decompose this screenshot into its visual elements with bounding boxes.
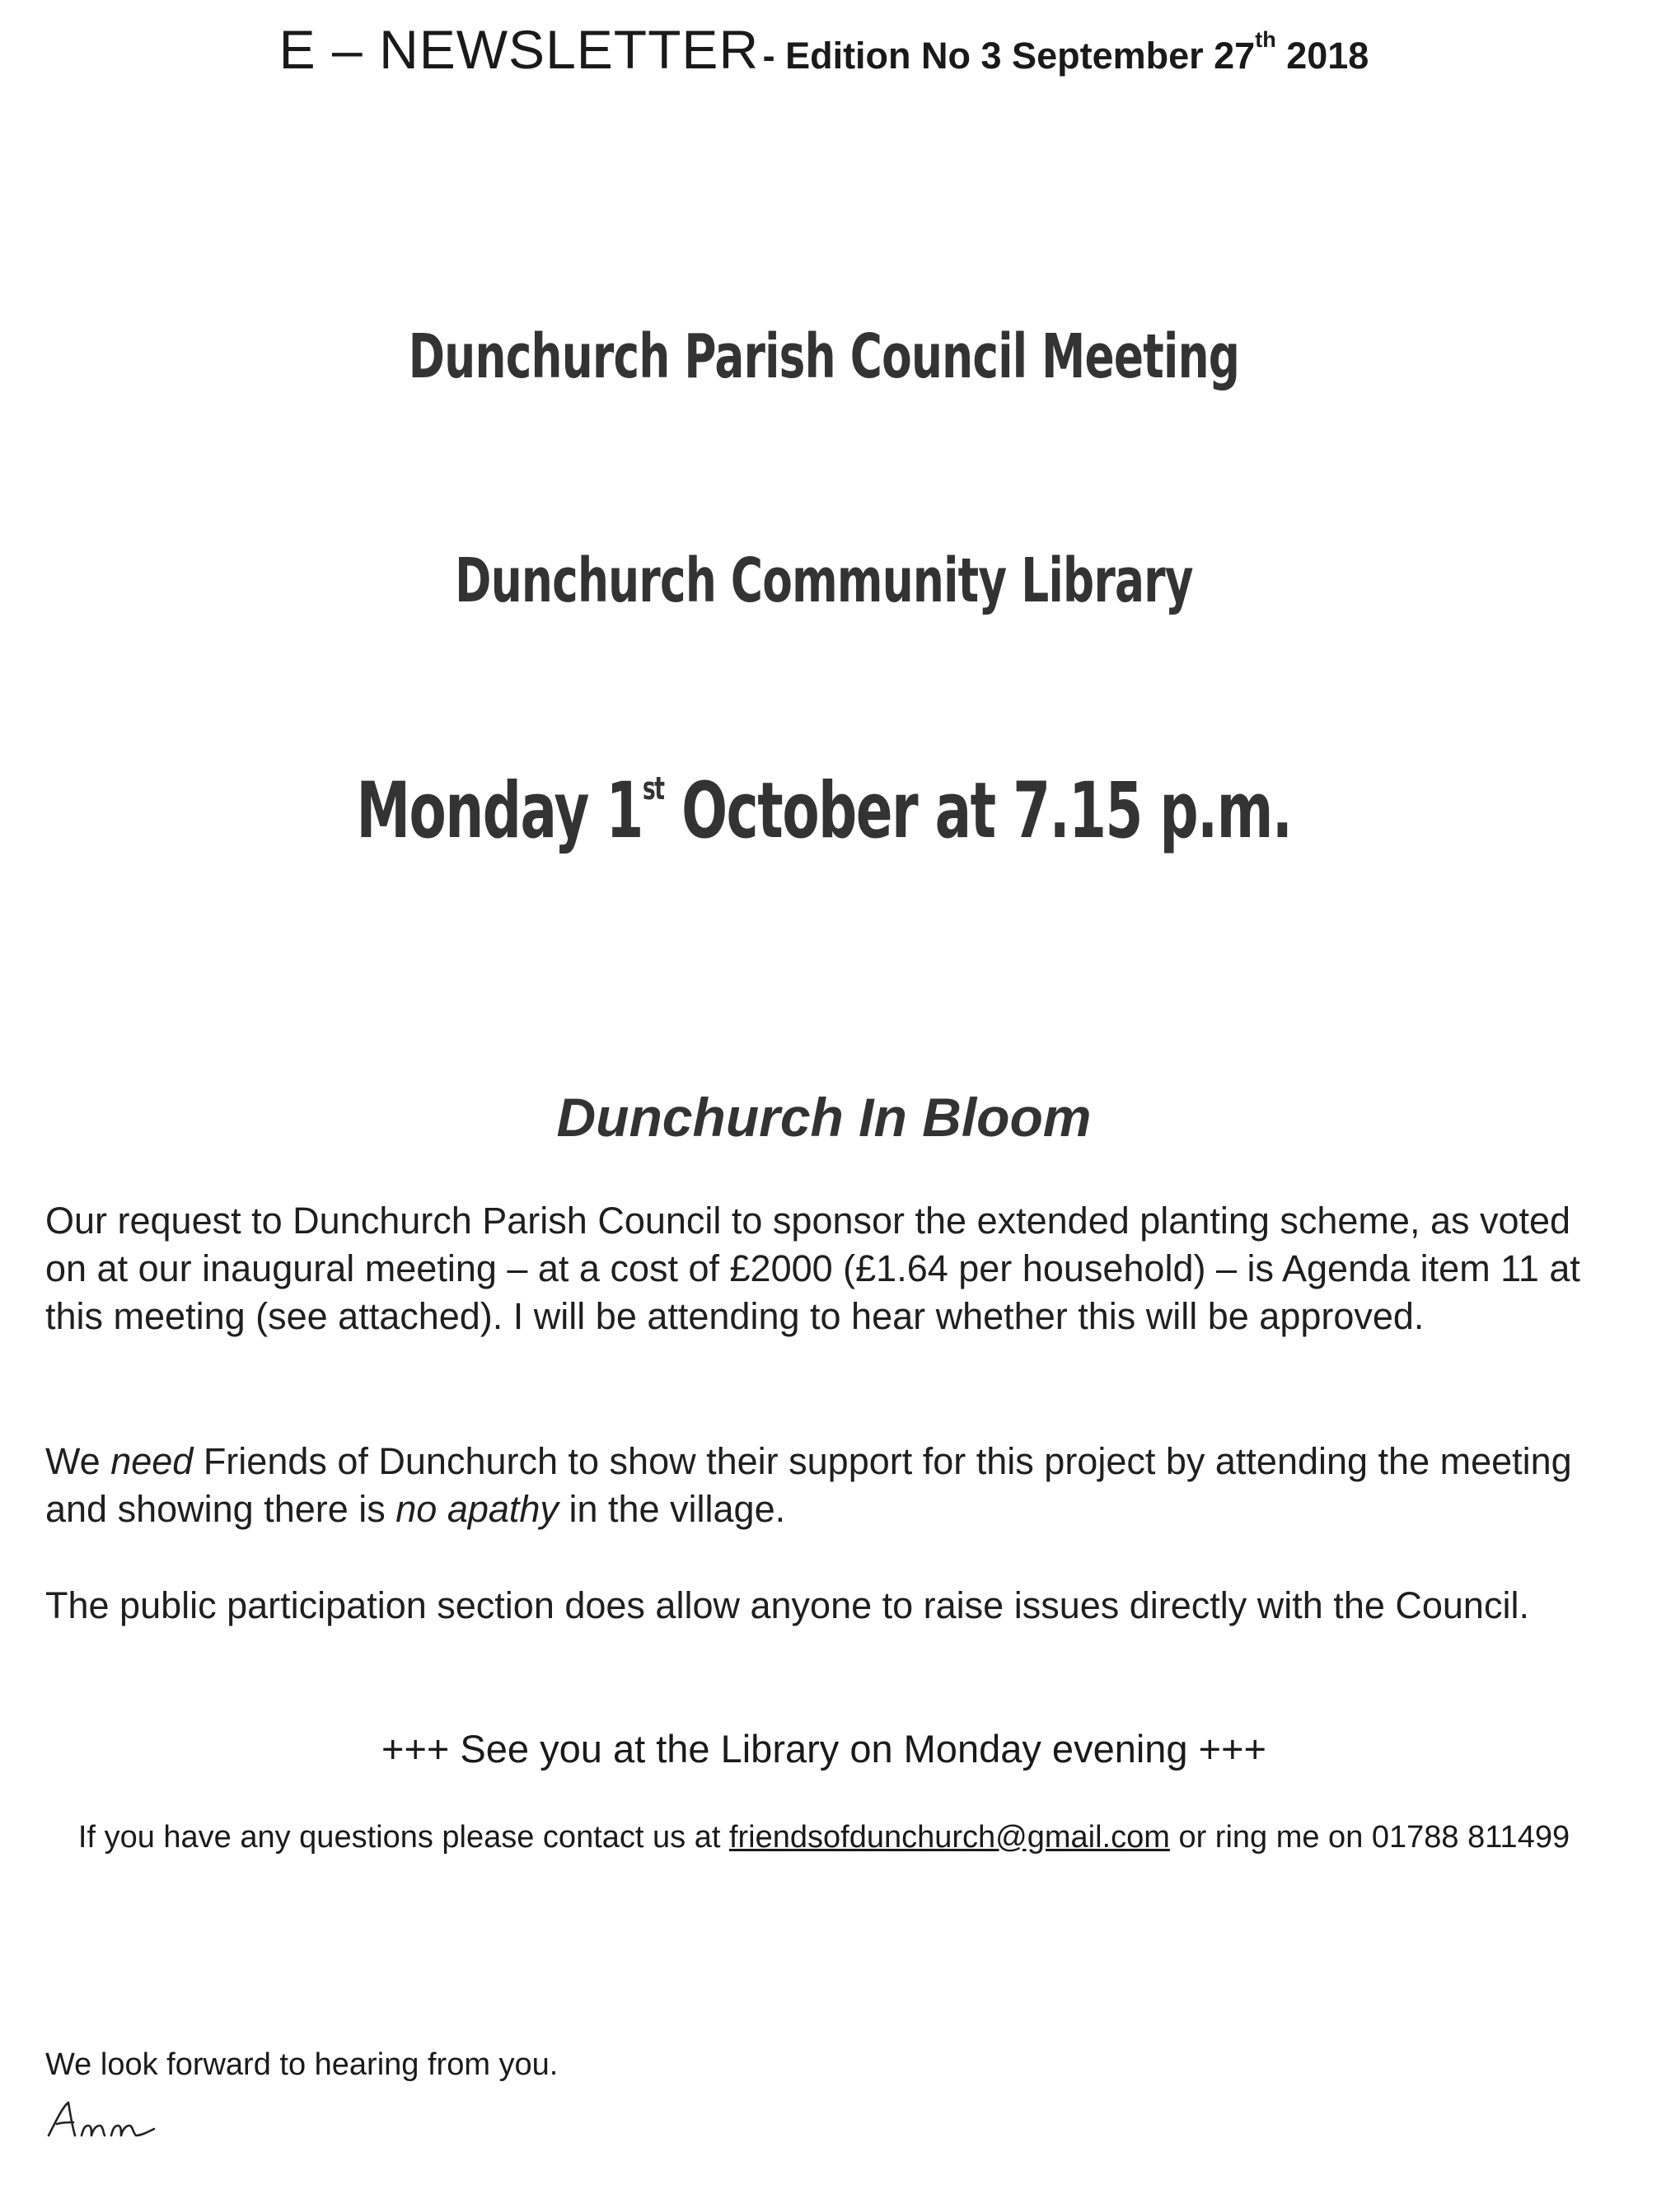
support-text-2: Friends of Dunchurch to show their support for this project by attending the meeting and showing there is <box>45 1440 1572 1530</box>
meeting-date-prefix: Monday 1 <box>356 766 643 856</box>
contact-phone-text: or ring me on 01788 811499 <box>1169 1820 1570 1855</box>
newsletter-title: E – NEWSLETTER <box>278 19 760 80</box>
body-paragraph-participation: The public participation section does allow anyone to raise issues directly with the Council. <box>45 1584 1529 1626</box>
edition-date-suffix: th <box>1255 27 1276 52</box>
closing-line: We look forward to hearing from you. <box>45 2047 559 2082</box>
section-heading: Dunchurch In Bloom <box>556 1087 1092 1148</box>
see-you-banner: +++ See you at the Library on Monday evening +++ <box>381 1727 1266 1771</box>
meeting-date-suffix: October at 7.15 p.m. <box>681 766 1292 856</box>
body-paragraph-request: Our request to Dunchurch Parish Council to sponsor the extended planting scheme, as voted on at our inaugural meeting – at a cost of £2000 (£1.64 per household) – is Agenda item 11 at this meeting (see attached). I will be attending to hear whether this will be approved. <box>45 1200 1580 1337</box>
support-emphasis-need: need <box>110 1440 194 1482</box>
support-text-3: in the village. <box>558 1488 786 1530</box>
edition-info <box>762 27 1369 77</box>
edition-year: 2018 <box>1286 35 1369 77</box>
newsletter-masthead <box>0 18 1648 81</box>
contact-info <box>49 1817 1598 1858</box>
meeting-date-ordinal: st <box>642 770 664 807</box>
support-text-1: We <box>45 1440 111 1482</box>
contact-email-link[interactable]: friendsofdunchurch@gmail.com <box>728 1820 1170 1855</box>
meeting-venue: Dunchurch Community Library <box>455 545 1193 616</box>
signature-ann <box>45 2094 161 2144</box>
edition-label: - Edition No 3 September 27 <box>762 35 1256 77</box>
meeting-date <box>247 766 1401 856</box>
support-emphasis-no-apathy: no apathy <box>395 1488 559 1530</box>
meeting-title: Dunchurch Parish Council Meeting <box>408 321 1240 392</box>
body-paragraph-support <box>45 1438 1611 1533</box>
contact-prefix: If you have any questions please contact us at <box>77 1820 729 1855</box>
